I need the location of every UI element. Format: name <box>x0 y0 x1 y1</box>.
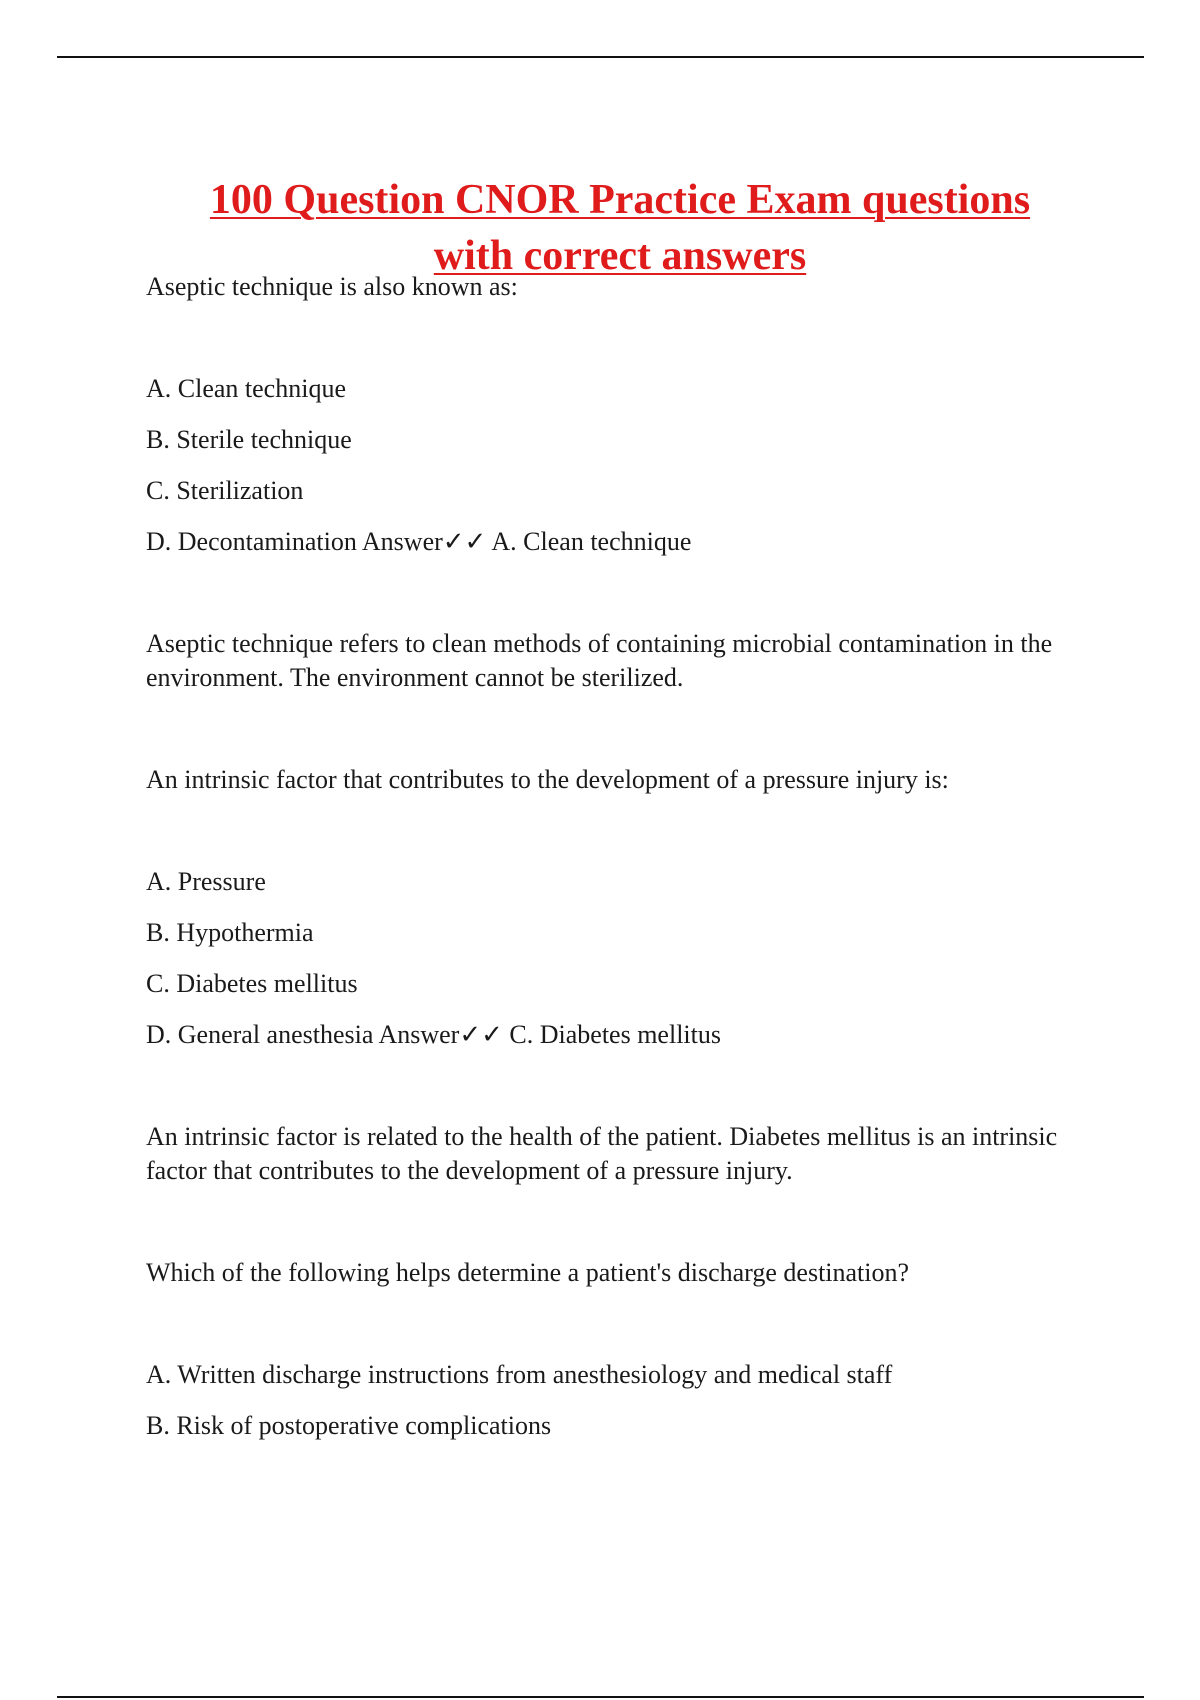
document-title <box>100 172 1140 284</box>
answer-explanation: Aseptic technique refers to clean methods of containing microbial contamination in the environment. The environment cannot be sterilized. <box>146 629 1053 692</box>
title-line-1: 100 Question CNOR Practice Exam questions <box>209 177 1031 224</box>
answer-option: A. Written discharge instructions from anesthesiology and medical staff <box>146 1360 893 1389</box>
question-text: Which of the following helps determine a patient's discharge destination? <box>146 1258 910 1287</box>
answer-explanation: An intrinsic factor is related to the health of the patient. Diabetes mellitus is an intrinsic factor that contributes to the development of a pressure injury. <box>146 1122 1058 1185</box>
answer-option: B. Sterile technique <box>146 425 352 454</box>
question-block-2 <box>146 763 1106 1188</box>
answer-option-with-key: D. Decontamination Answer✓✓ A. Clean technique <box>146 527 692 556</box>
answer-option: C. Sterilization <box>146 476 304 505</box>
bottom-divider <box>57 1696 1144 1698</box>
document-body <box>146 270 1106 1443</box>
answer-option: A. Clean technique <box>146 374 346 403</box>
title-line-2: with correct answers <box>433 233 807 280</box>
question-block-3 <box>146 1256 1106 1443</box>
answer-option: A. Pressure <box>146 867 266 896</box>
answer-option: C. Diabetes mellitus <box>146 969 358 998</box>
answer-option: B. Hypothermia <box>146 918 314 947</box>
question-text: An intrinsic factor that contributes to the development of a pressure injury is: <box>146 765 949 794</box>
question-block-1 <box>146 270 1106 695</box>
answer-option-with-key: D. General anesthesia Answer✓✓ C. Diabetes mellitus <box>146 1020 721 1049</box>
top-divider <box>57 56 1144 58</box>
answer-option: B. Risk of postoperative complications <box>146 1411 552 1440</box>
question-text: Aseptic technique is also known as: <box>146 272 518 301</box>
